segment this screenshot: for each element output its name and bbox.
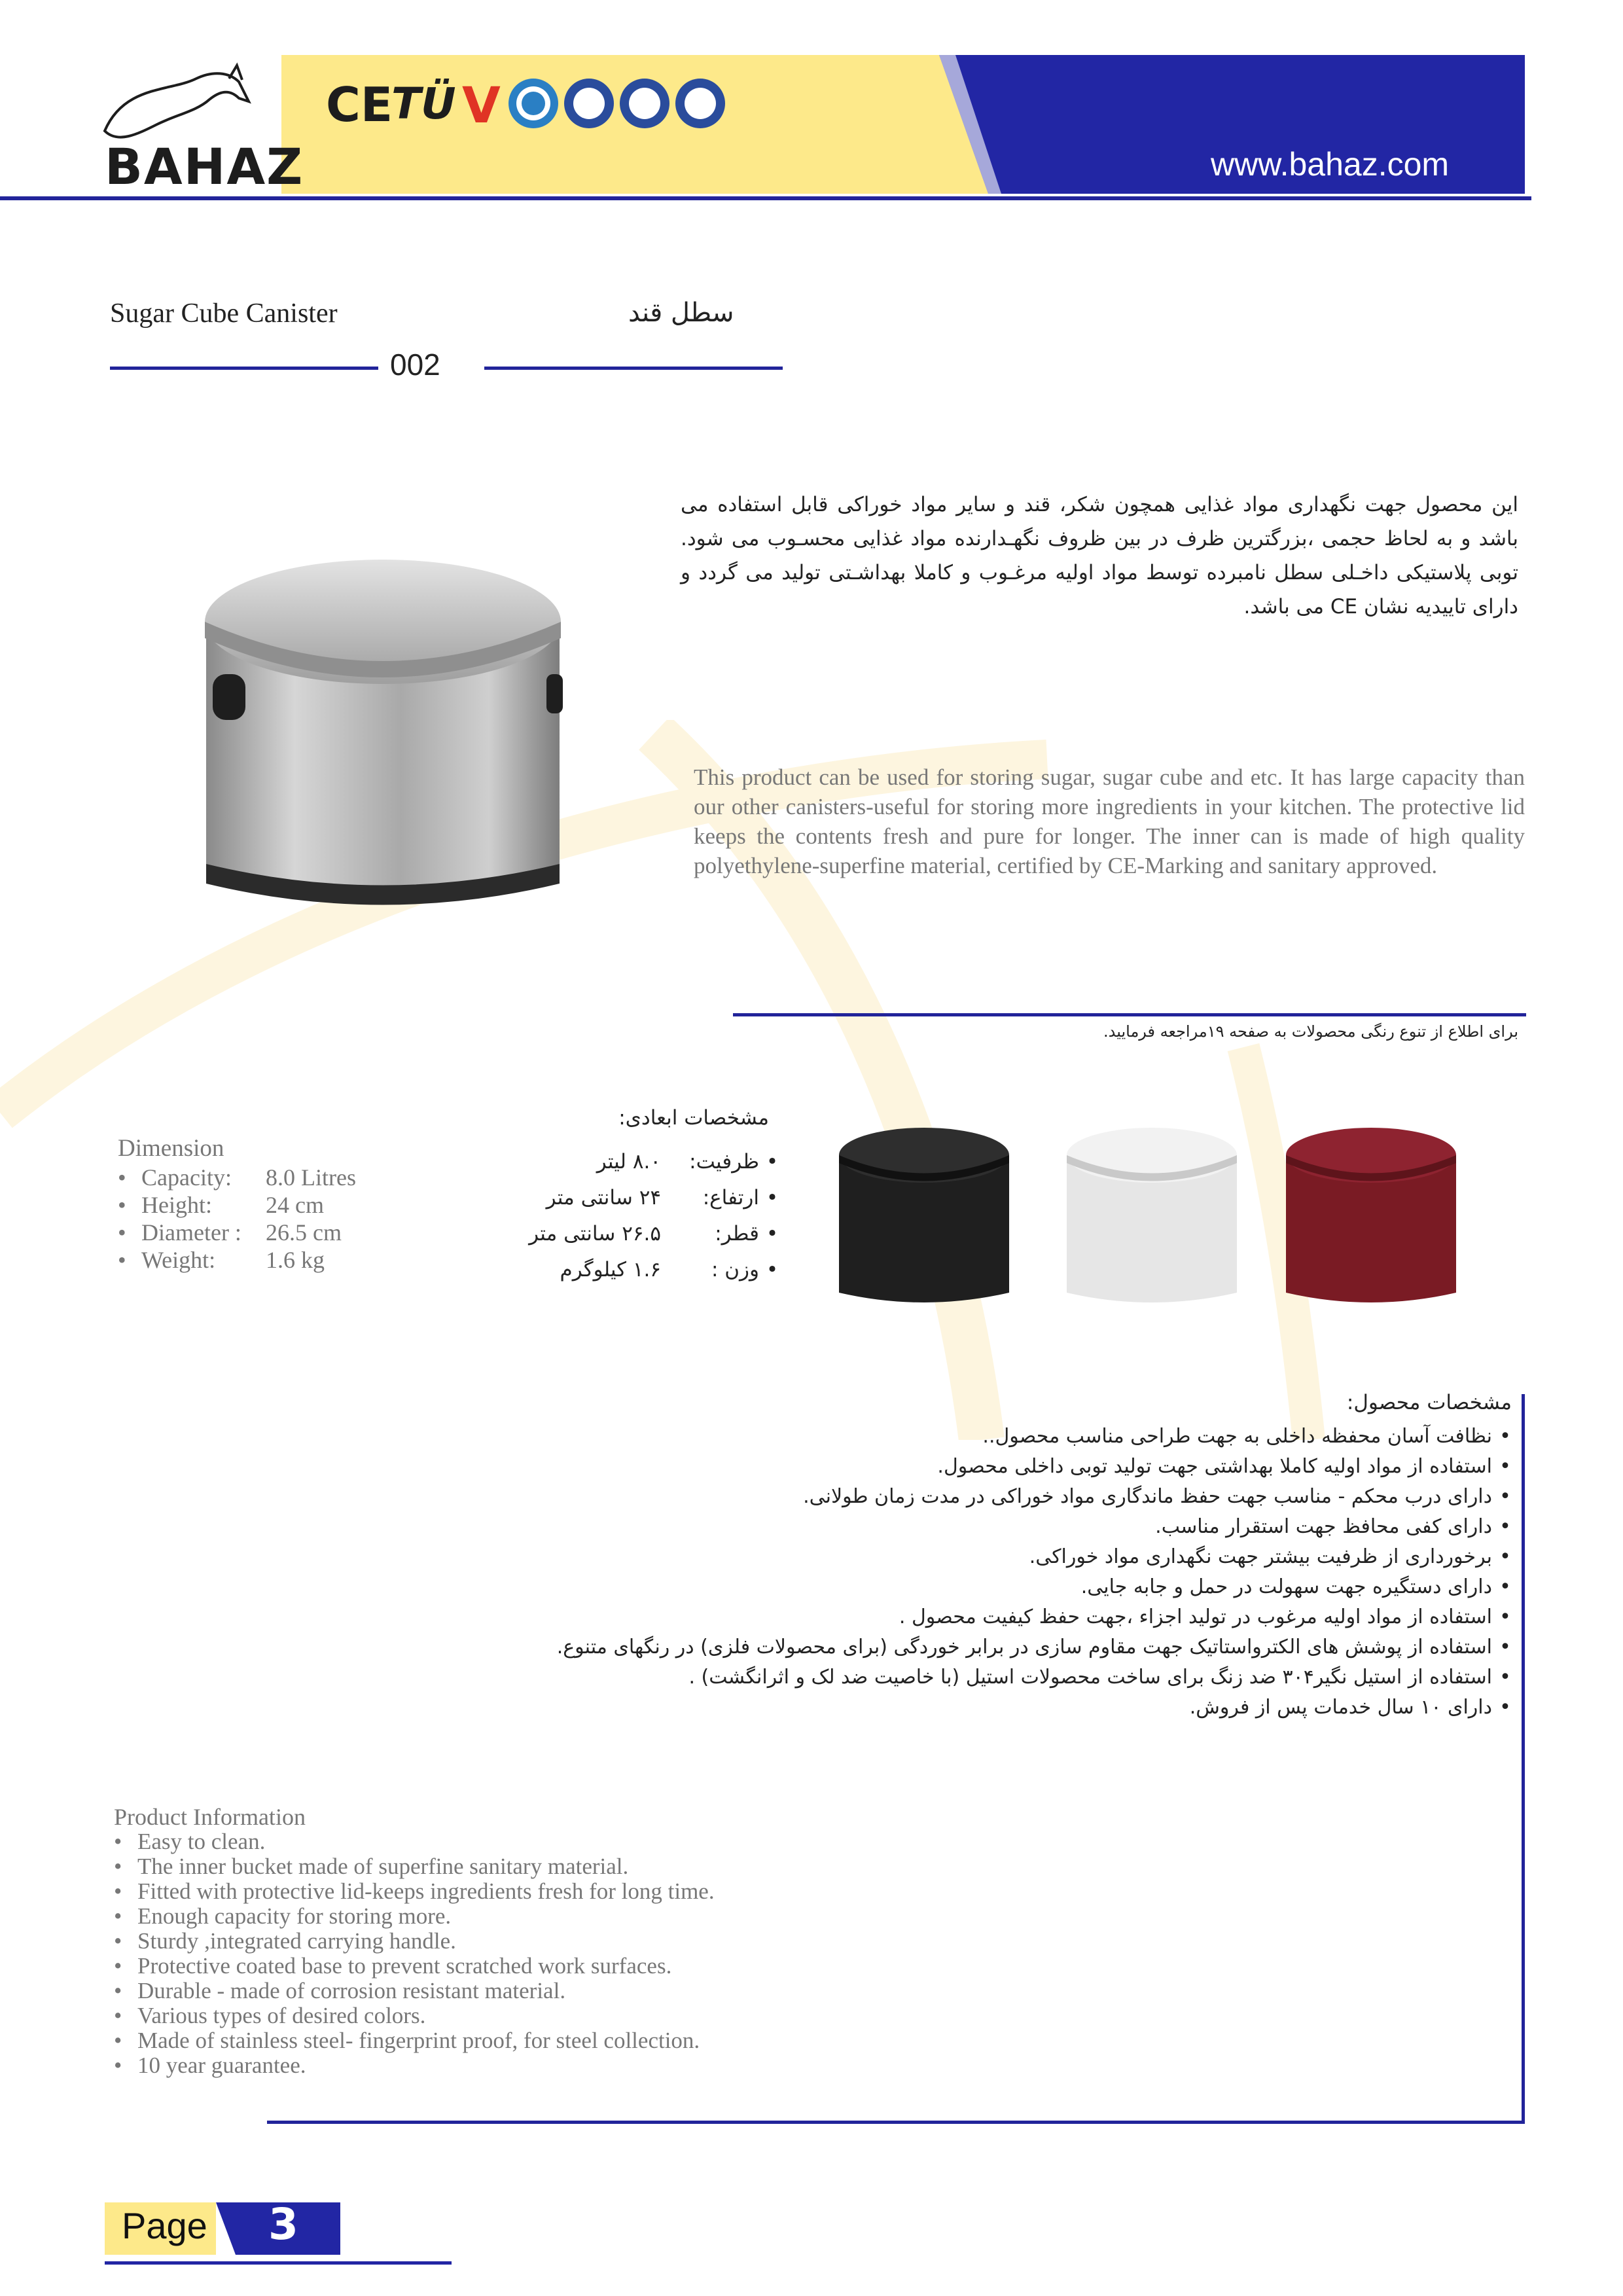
- title-divider-left: [110, 367, 378, 370]
- list-item: •دارای دستگیره جهت سهولت در حمل و جابه جایی.: [1080, 1575, 1511, 1598]
- dimension-item: • ارتفاع: ۲۴ سانتی متر: [546, 1186, 779, 1210]
- dimension-item: • Height: 24 cm: [118, 1192, 324, 1218]
- product-info-list-fa: [393, 1422, 1518, 1723]
- description-en: This product can be used for storing sugar, sugar cube and etc. It has large capacity than our other canisters-useful for storing more ingredients in your kitchen. The protective lid keeps the contents fresh and pure for longer. The inner can is made of high quality polyethylene-superfine material, certified by CE-Marking and sanitary approved.: [694, 764, 1525, 878]
- dimension-item: • Weight: 1.6 kg: [118, 1247, 325, 1273]
- website-link[interactable]: www.bahaz.com: [1211, 146, 1450, 183]
- list-item: • Protective coated base to prevent scratched work surfaces.: [114, 1953, 672, 1979]
- list-item: • The inner bucket made of superfine sanitary material.: [114, 1854, 629, 1879]
- product-image-red: [1273, 1116, 1469, 1312]
- list-item: • Enough capacity for storing more.: [114, 1903, 452, 1929]
- product-title-en: Sugar Cube Canister: [110, 298, 338, 329]
- product-info-frame-horizontal: [267, 2121, 1525, 2124]
- list-item: • Easy to clean.: [114, 1829, 266, 1854]
- list-item: •استفاده از مواد اولیه مرغوب در تولید اجزاء ،جهت حفظ کیفیت محصول .: [899, 1605, 1511, 1628]
- color-note-divider: [733, 1013, 1526, 1016]
- list-item: •برخورداری از ظرفیت بیشتر جهت نگهداری مواد خوراکی.: [1029, 1545, 1511, 1568]
- list-item: • 10 year guarantee.: [114, 2053, 306, 2078]
- list-item: • Fitted with protective lid-keeps ingredients fresh for long time.: [114, 1878, 715, 1904]
- list-item: •دارای درب محکم - مناسب جهت حفظ ماندگاری مواد خوراکی در مدت زمان طولانی.: [803, 1485, 1511, 1508]
- header-divider: [0, 196, 1531, 200]
- list-item: •استفاده از پوشش های الکترواستاتیک جهت مقاوم سازی در برابر خوردگی (برای محصولات فلزی) در رنگهای متنوع.: [556, 1636, 1511, 1659]
- list-item: •استفاده از استیل نگیر۳۰۴ ضد زنگ برای ساخت محصولات استیل (با خاصیت ضد لک و اثرانگشت) .: [688, 1666, 1511, 1689]
- list-item: •دارای کفی محافظ جهت استقرار مناسب.: [1155, 1515, 1511, 1538]
- product-info-heading-en: Product Information: [114, 1804, 306, 1830]
- dimension-item: • قطر: ۲۶.۵ سانتی متر: [529, 1222, 779, 1246]
- dimension-item: • Diameter : 26.5 cm: [118, 1219, 342, 1246]
- description-fa: این محصول جهت نگهداری مواد غذایی همچون شکر، قند و سایر مواد خوراکی قابل استفاده می باشد و به لحاظ حجمی ،بزرگترین ظرف در بین ظروف نگهـدارنده مواد غذایی محسـوب می شود. توبی پلاستیکی داخـلی سطل نامبرده توسط مواد اولیه مرغـوب و کاملا بهداشـتی تولید می گردد و دارای تاییدیه نشان CE می باشد.: [681, 493, 1518, 619]
- product-image-white: [1054, 1116, 1250, 1312]
- ce-mark: CE: [326, 77, 393, 132]
- list-item: •استفاده از مواد اولیه کاملا بهداشتی جهت تولید توبی داخلی محصول.: [937, 1455, 1511, 1478]
- color-variants-note: برای اطلاع از تنوع رنگی محصولات به صفحه ۱۹مراجعه فرمایید.: [1103, 1022, 1518, 1041]
- product-code: 002: [390, 348, 440, 382]
- iso-9001-badge-icon: [563, 77, 615, 130]
- iso-14001-badge-icon: [618, 77, 671, 130]
- tuv-check-mark: V: [462, 76, 501, 134]
- list-item: • Various types of desired colors.: [114, 2003, 426, 2028]
- title-divider-right: [484, 367, 783, 370]
- product-image-black: [826, 1116, 1022, 1312]
- list-item: • Made of stainless steel- fingerprint proof, for steel collection.: [114, 2028, 700, 2053]
- dimension-item: • وزن : ۱.۶ کیلوگرم: [560, 1258, 779, 1282]
- product-title-fa: سطل قند: [628, 298, 734, 328]
- dimension-item: • ظرفیت: ۸.۰ لیتر: [596, 1150, 779, 1174]
- product-image-steel: [193, 550, 573, 916]
- dimension-list-fa: [458, 1144, 785, 1288]
- iso-10002-badge-icon: [507, 77, 560, 130]
- product-info-list-en: [114, 1829, 715, 2078]
- ohsas-18001-badge-icon: [674, 77, 726, 130]
- page-label: Page: [122, 2205, 207, 2246]
- product-info-frame-vertical: [1522, 1394, 1525, 2124]
- brand-name: BAHAZ: [105, 137, 304, 196]
- product-info-heading-fa: مشخصات محصول:: [1346, 1391, 1512, 1414]
- dimension-item: • Capacity: 8.0 Litres: [118, 1164, 356, 1191]
- list-item: •دارای ۱۰ سال خدمات پس از فروش.: [1189, 1696, 1511, 1719]
- dimension-heading-fa: مشخصات ابعادی:: [618, 1106, 769, 1130]
- list-item: • Sturdy ,integrated carrying handle.: [114, 1928, 456, 1954]
- dimension-list-en: [118, 1164, 356, 1274]
- list-item: •نظافت آسان محفظه داخلی به جهت طراحی مناسب محصول..: [982, 1425, 1511, 1448]
- list-item: • Durable - made of corrosion resistant material.: [114, 1978, 566, 2003]
- dimension-heading-en: Dimension: [118, 1135, 224, 1162]
- page-number: 3: [268, 2199, 298, 2250]
- tuv-mark: TÜ: [391, 79, 456, 129]
